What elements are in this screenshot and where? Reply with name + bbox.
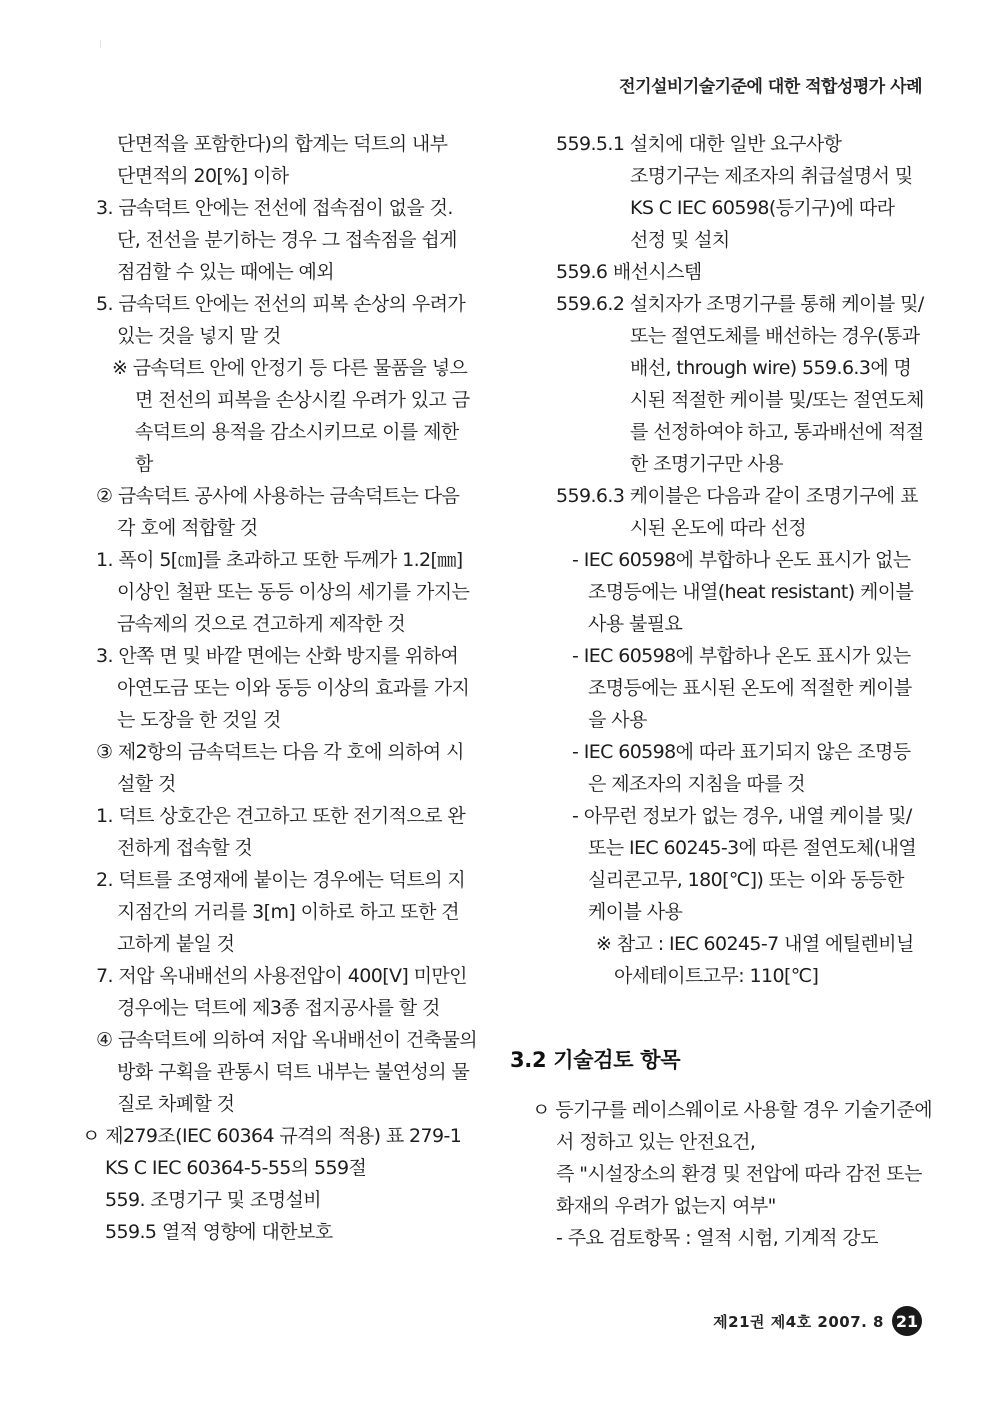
note-line: 속덕트의 용적을 감소시키므로 이를 제한 <box>135 421 459 443</box>
text-line: 1. 폭이 5[㎝]를 초과하고 또한 두께가 1.2[㎜] <box>96 549 463 571</box>
text-line: 조명기구는 제조자의 취급설명서 및 <box>630 165 913 187</box>
text-line: 은 제조자의 지침을 따를 것 <box>588 773 806 795</box>
text-line: 전하게 접속할 것 <box>117 837 253 859</box>
page-footer <box>713 1306 922 1336</box>
text-line: 사용 불필요 <box>588 613 683 635</box>
text-line: ② 금속덕트 공사에 사용하는 금속덕트는 다음 <box>96 485 460 507</box>
text-line: - IEC 60598에 부합하나 온도 표시가 있는 <box>572 645 911 667</box>
text-line: 단면적의 20[%] 이하 <box>117 165 289 187</box>
text-line: 설할 것 <box>117 773 176 795</box>
text-line: 559.6 배선시스템 <box>556 261 702 283</box>
text-line: 3. 금속덕트 안에는 전선에 접속점이 없을 것. <box>96 197 453 219</box>
text-line: 또는 절연도체를 배선하는 경우(통과 <box>630 325 920 347</box>
text-line: 서 정하고 있는 안전요건, <box>556 1131 756 1153</box>
text-line: 시된 적절한 케이블 및/또는 절연도체 <box>630 389 924 411</box>
text-line: ④ 금속덕트에 의하여 저압 옥내배선이 건축물의 <box>96 1029 477 1051</box>
text-line: 2. 덕트를 조영재에 붙이는 경우에는 덕트의 지 <box>96 869 466 891</box>
text-line: 실리콘고무, 180[℃]) 또는 이와 동등한 <box>588 869 904 891</box>
note-line: 면 전선의 피복을 손상시킬 우려가 있고 금 <box>135 389 470 411</box>
note-line: ※ 금속덕트 안에 안정기 등 다른 물품을 넣으 <box>112 357 468 379</box>
text-line: 또는 IEC 60245-3에 따른 절연도체(내열 <box>588 837 917 859</box>
text-line: 방화 구획을 관통시 덕트 내부는 불연성의 물 <box>117 1061 470 1083</box>
text-line: 559.5 열적 영향에 대한보호 <box>105 1221 333 1243</box>
note-line: 아세테이트고무: 110[℃] <box>614 965 819 987</box>
text-line: 고하게 붙일 것 <box>117 933 235 955</box>
text-line: 금속제의 것으로 견고하게 제작한 것 <box>117 613 406 635</box>
text-line: 즉 "시설장소의 환경 및 전압에 따라 감전 또는 <box>556 1163 922 1185</box>
text-line: 단면적을 포함한다)의 합계는 덕트의 내부 <box>117 133 448 155</box>
text-line: 케이블 사용 <box>588 901 683 923</box>
text-line: 시된 온도에 따라 선정 <box>630 517 807 539</box>
text-line: 점검할 수 있는 때에는 예외 <box>117 261 335 283</box>
text-line: 7. 저압 옥내배선의 사용전압이 400[V] 미만인 <box>96 965 467 987</box>
running-header: 전기설비기술기준에 대한 적합성평가 사례 <box>619 77 922 97</box>
text-line: KS C IEC 60598(등기구)에 따라 <box>630 197 895 219</box>
text-line: 질로 차폐할 것 <box>117 1093 235 1115</box>
text-line: 조명등에는 내열(heat resistant) 케이블 <box>588 581 914 603</box>
text-line: - 아무런 정보가 없는 경우, 내열 케이블 및/ <box>572 805 912 827</box>
scan-mark <box>100 40 101 48</box>
text-line: 화재의 우려가 없는지 여부" <box>556 1195 776 1217</box>
text-line: 을 사용 <box>588 709 647 731</box>
text-line: 한 조명기구만 사용 <box>630 453 783 475</box>
page-number: 21 <box>892 1306 922 1336</box>
text-line: 3. 안쪽 면 및 바깥 면에는 산화 방지를 위하여 <box>96 645 459 667</box>
text-line: 아연도금 또는 이와 동등 이상의 효과를 가지 <box>117 677 470 699</box>
text-line: - IEC 60598에 부합하나 온도 표시가 없는 <box>572 549 911 571</box>
text-line: 는 도장을 한 것일 것 <box>117 709 281 731</box>
text-line: - 주요 검토항목 : 열적 시험, 기계적 강도 <box>556 1227 878 1249</box>
text-line: 조명등에는 표시된 온도에 적절한 케이블 <box>588 677 912 699</box>
text-line: 559.5.1 설치에 대한 일반 요구사항 <box>556 133 842 155</box>
text-line: 이상인 철판 또는 동등 이상의 세기를 가지는 <box>117 581 470 603</box>
text-line: 559.6.2 설치자가 조명기구를 통해 케이블 및/ <box>556 293 924 315</box>
text-line: 선정 및 설치 <box>630 229 730 251</box>
text-line: 경우에는 덕트에 제3종 접지공사를 할 것 <box>117 997 440 1019</box>
note-line: 함 <box>135 453 153 475</box>
text-line: 5. 금속덕트 안에는 전선의 피복 손상의 우려가 <box>96 293 466 315</box>
text-line: 배선, through wire) 559.6.3에 명 <box>630 357 912 379</box>
text-line: 1. 덕트 상호간은 견고하고 또한 전기적으로 완 <box>96 805 466 827</box>
text-line: 를 선정하여야 하고, 통과배선에 적절 <box>630 421 924 443</box>
text-line: KS C IEC 60364-5-55의 559절 <box>105 1157 367 1179</box>
note-line: ※ 참고 : IEC 60245-7 내열 에틸렌비닐 <box>596 933 914 955</box>
text-line: - IEC 60598에 따라 표기되지 않은 조명등 <box>572 741 911 763</box>
text-line: 있는 것을 넣지 말 것 <box>117 325 281 347</box>
text-line: ③ 제2항의 금속덕트는 다음 각 호에 의하여 시 <box>96 741 464 763</box>
text-line: 559.6.3 케이블은 다음과 같이 조명기구에 표 <box>556 485 918 507</box>
text-line: ㅇ 등기구를 레이스웨이로 사용할 경우 기술기준에 <box>532 1099 933 1121</box>
text-line: ㅇ 제279조(IEC 60364 규격의 적용) 표 279-1 <box>82 1125 462 1147</box>
text-line: 단, 전선을 분기하는 경우 그 접속점을 쉽게 <box>117 229 457 251</box>
section-heading: 3.2 기술검토 항목 <box>510 1048 681 1072</box>
text-line: 지점간의 거리를 3[m] 이하로 하고 또한 견 <box>117 901 459 923</box>
text-line: 각 호에 적합할 것 <box>117 517 258 539</box>
issue-info: 제21권 제4호 2007. 8 <box>713 1312 884 1331</box>
text-line: 559. 조명기구 및 조명설비 <box>105 1189 322 1211</box>
